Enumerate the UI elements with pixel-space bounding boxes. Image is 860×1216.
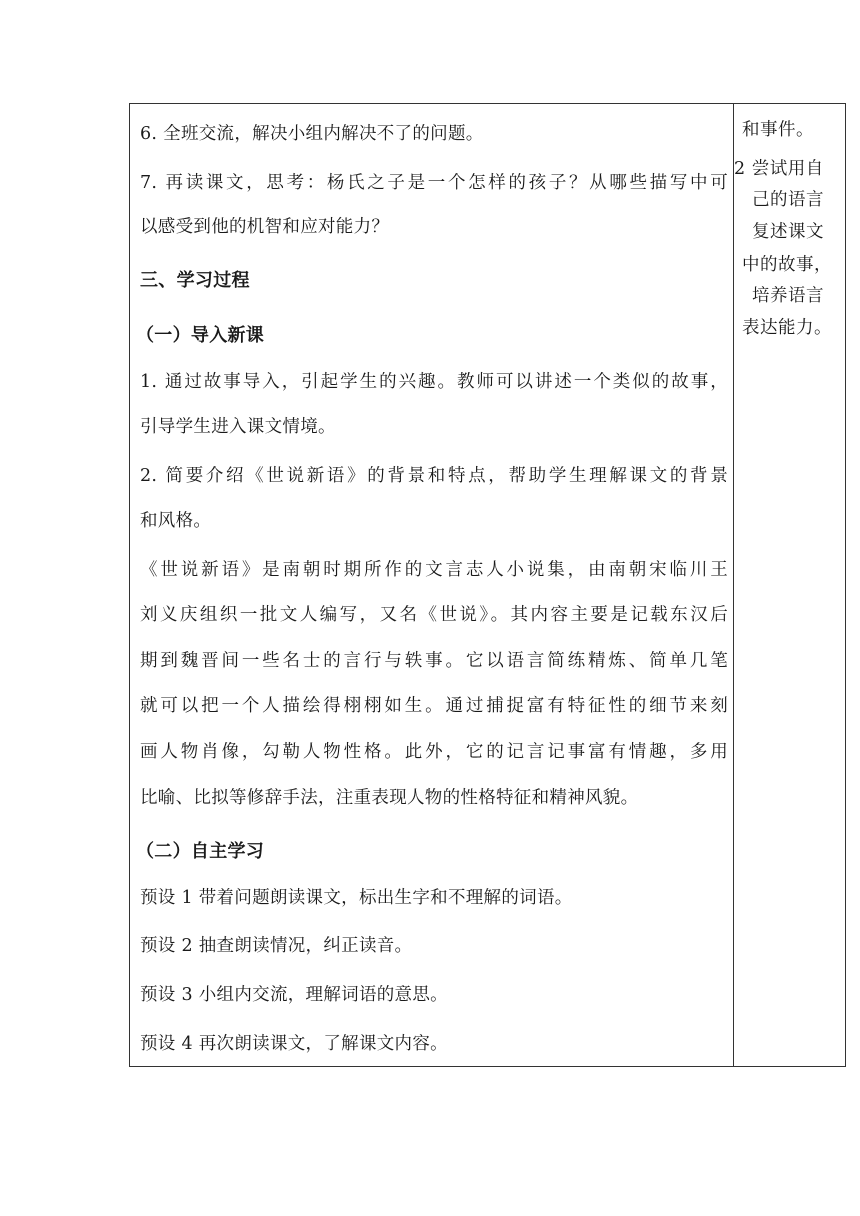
intro-item-1-line-2: 引导学生进入课文情境。 (140, 417, 336, 437)
background-paragraph-line-2: 刘义庆组织一批文人编写，又名《世说》。其内容主要是记载东汉后 (140, 605, 728, 625)
background-paragraph-line-1: 《世说新语》是南朝时期所作的文言志人小说集，由南朝宋临川王 (140, 560, 728, 580)
side-line-1: 和事件。 (742, 120, 814, 140)
side-line-4: 复述课文 (752, 222, 824, 242)
preset-1-text: 预设 1 带着问题朗读课文，标出生字和不理解的词语。 (140, 888, 573, 908)
step-7-text-line-2: 以感受到他的机智和应对能力？ (140, 217, 390, 237)
step-6-text: 6. 全班交流，解决小组内解决不了的问题。 (140, 124, 484, 144)
side-line-3: 己的语言 (752, 190, 824, 210)
preset-3-text: 预设 3 小组内交流，理解词语的意思。 (140, 985, 448, 1005)
side-line-5: 中的故事， (742, 255, 832, 275)
subsection-heading-intro: （一）导入新课 (136, 325, 265, 346)
background-paragraph-line-4: 就可以把一个人描绘得栩栩如生。通过捕捉富有特征性的细节来刻 (140, 696, 728, 716)
background-paragraph-line-5: 画人物肖像，勾勒人物性格。此外，它的记言记事富有情趣，多用 (140, 742, 728, 762)
background-paragraph-line-6: 比喻、比拟等修辞手法，注重表现人物的性格特征和精神风貌。 (140, 788, 639, 808)
side-line-6: 培养语言 (752, 286, 824, 306)
preset-2-text: 预设 2 抽查朗读情况，纠正读音。 (140, 936, 413, 956)
section-heading-learning-process: 三、学习过程 (140, 270, 250, 291)
intro-item-1-line-1: 1. 通过故事导入，引起学生的兴趣。教师可以讲述一个类似的故事， (140, 372, 728, 392)
intro-item-2-line-2: 和风格。 (140, 511, 212, 531)
side-line-2: 2 尝试用自 (734, 159, 824, 179)
subsection-heading-self-study: （二）自主学习 (136, 841, 265, 862)
background-paragraph-line-3: 期到魏晋间一些名士的言行与轶事。它以语言简练精炼、简单几笔 (140, 651, 728, 671)
column-divider (733, 103, 734, 1067)
step-7-text-line-1: 7. 再读课文，思考：杨氏之子是一个怎样的孩子？从哪些描写中可 (140, 173, 728, 193)
side-line-7: 表达能力。 (742, 318, 832, 338)
lesson-plan-table (129, 103, 846, 1067)
intro-item-2-line-1: 2. 简要介绍《世说新语》的背景和特点，帮助学生理解课文的背景 (140, 466, 728, 486)
preset-4-text: 预设 4 再次朗读课文，了解课文内容。 (140, 1034, 448, 1054)
